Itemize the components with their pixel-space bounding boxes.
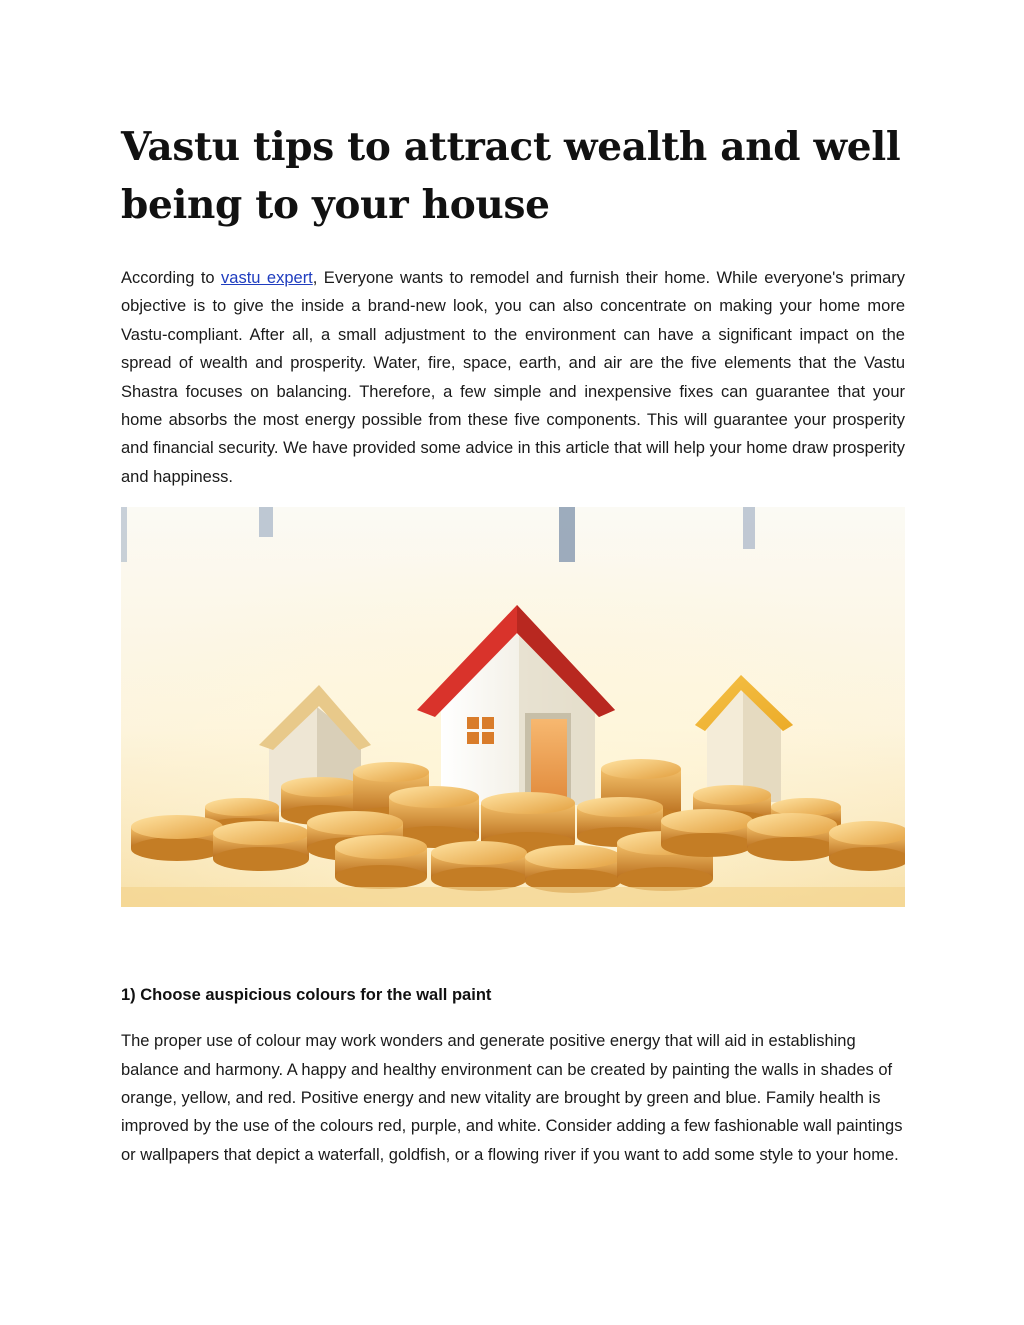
houses-on-gold-coins-image	[121, 507, 905, 907]
vastu-expert-link[interactable]: vastu expert	[221, 269, 313, 287]
article-title: Vastu tips to attract wealth and well being to your house	[121, 124, 901, 228]
section-body: The proper use of colour may work wonders and generate positive energy that will aid in establishing balance and harmony. A happy and healthy environment can be created by painting the walls in shades of orange, yellow, and red. Positive energy and new vitality are brought by green and blue. Family health is improved by the use of the colours red, purple, and white. Consider adding a few fashionable wall paintings or wallpapers that depict a waterfall, goldfish, or a flowing river if you want to add some style to your home.	[121, 1032, 903, 1164]
intro-paragraph	[121, 264, 905, 491]
intro-rest: , Everyone wants to remodel and furnish their home. While everyone's primary objective is to give the inside a brand-new look, you can also concentrate on making your home more Vastu-compliant. After all, a small adjustment to the environment can have a significant impact on the spread of wealth and prosperity. Water, fire, space, earth, and air are the five elements that the Vastu Shastra focuses on balancing. Therefore, a few simple and inexpensive fixes can guarantee that your home absorbs the most energy possible from these five components. This will guarantee your prosperity and financial security. We have provided some advice in this article that will help your home draw prosperity and happiness.	[121, 269, 905, 486]
article	[121, 118, 905, 1169]
intro-prefix: According to	[121, 269, 222, 287]
section-heading: 1) Choose auspicious colours for the wall paint	[121, 986, 492, 1005]
